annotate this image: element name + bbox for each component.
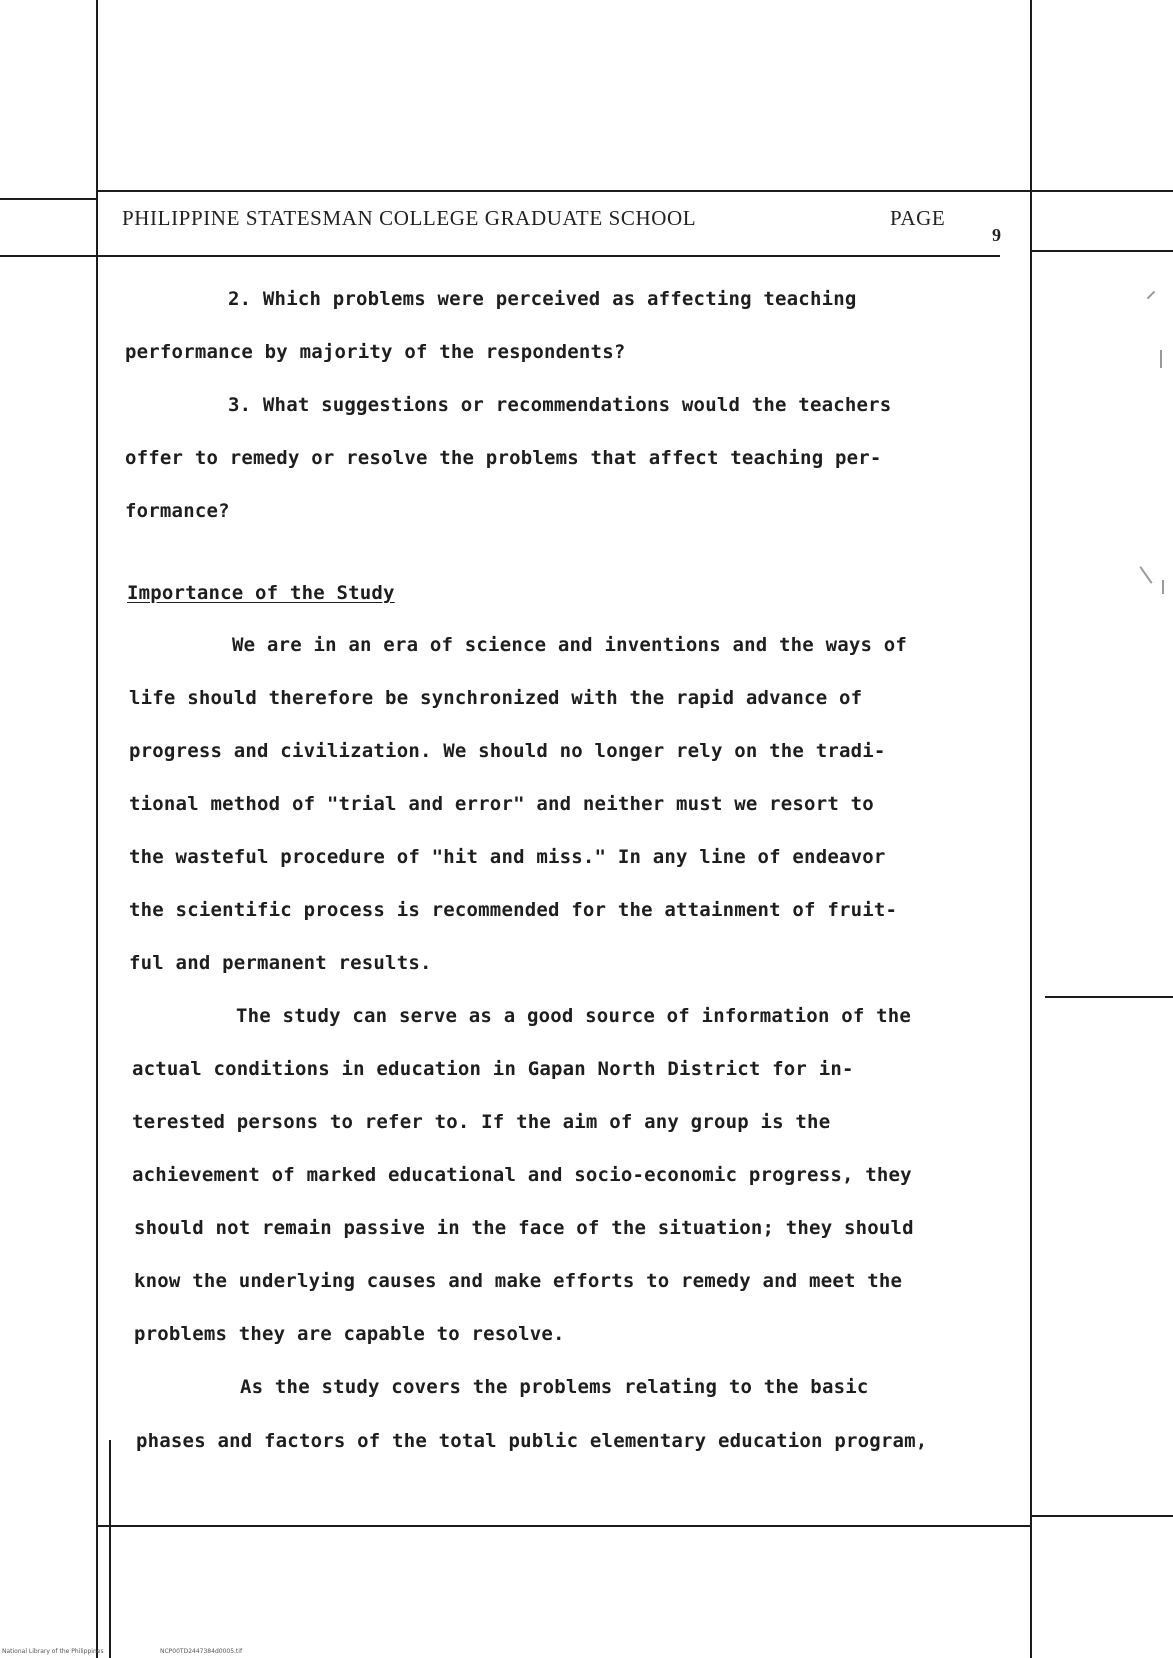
right-edge-rule-upper [1032,250,1173,252]
body-line: actual conditions in education in Gapan North District for in- [132,1058,854,1080]
left-margin-rule-lower [109,1440,111,1658]
footer-rule [96,1525,1032,1527]
body-line: phases and factors of the total public elementary education program, [136,1430,928,1452]
body-line: should not remain passive in the face of the situation; they should [134,1217,914,1239]
right-edge-rule-mid [1045,996,1173,998]
body-line: progress and civilization. We should no longer rely on the tradi- [129,740,886,762]
footer-file-identifier: NCP00TD2447384d0005.tif [160,1648,243,1655]
body-line: 2. Which problems were perceived as affecting teaching [228,288,857,310]
page-number: 9 [992,225,1001,245]
body-line: the scientific process is recommended for the attainment of fruit- [129,899,898,921]
body-line: tional method of "trial and error" and neither must we resort to [129,793,874,815]
footer-library-credit: National Library of the Philippines [2,1648,104,1655]
body-line: know the underlying causes and make efforts to remedy and meet the [134,1270,903,1292]
body-line: ful and permanent results. [129,952,432,974]
body-line: the wasteful procedure of "hit and miss." In any line of endeavor [129,846,886,868]
body-line: offer to remedy or resolve the problems that affect teaching per- [125,447,882,469]
body-line: terested persons to refer to. If the aim of any group is the [132,1111,831,1133]
body-line: The study can serve as a good source of information of the [236,1005,912,1027]
section-heading: Importance of the Study [127,582,395,604]
header-top-rule [96,190,1032,192]
body-line: problems they are capable to resolve. [134,1323,565,1345]
page-label: PAGE [890,206,946,230]
body-line: formance? [125,500,230,522]
body-line: We are in an era of science and inventions and the ways of [232,634,908,656]
right-edge-rule-top [1032,190,1173,192]
scan-mark [1162,580,1164,594]
scan-mark [1147,291,1155,299]
right-margin-rule [1030,0,1032,1658]
header-bottom-rule [0,255,1000,257]
body-line: As the study covers the problems relating to the basic [240,1376,869,1398]
left-margin-rule [96,0,98,1658]
body-line: performance by majority of the respondents? [125,341,626,363]
body-line: 3. What suggestions or recommendations would the teachers [228,394,892,416]
body-line: life should therefore be synchronized with the rapid advance of [129,687,863,709]
scan-mark [1160,350,1162,368]
right-edge-rule-bottom [1032,1515,1173,1517]
scan-mark [1139,566,1152,584]
body-line: achievement of marked educational and socio-economic progress, they [132,1164,912,1186]
institution-header: PHILIPPINE STATESMAN COLLEGE GRADUATE SCHOOL [122,206,697,230]
left-edge-rule-top [0,198,96,200]
